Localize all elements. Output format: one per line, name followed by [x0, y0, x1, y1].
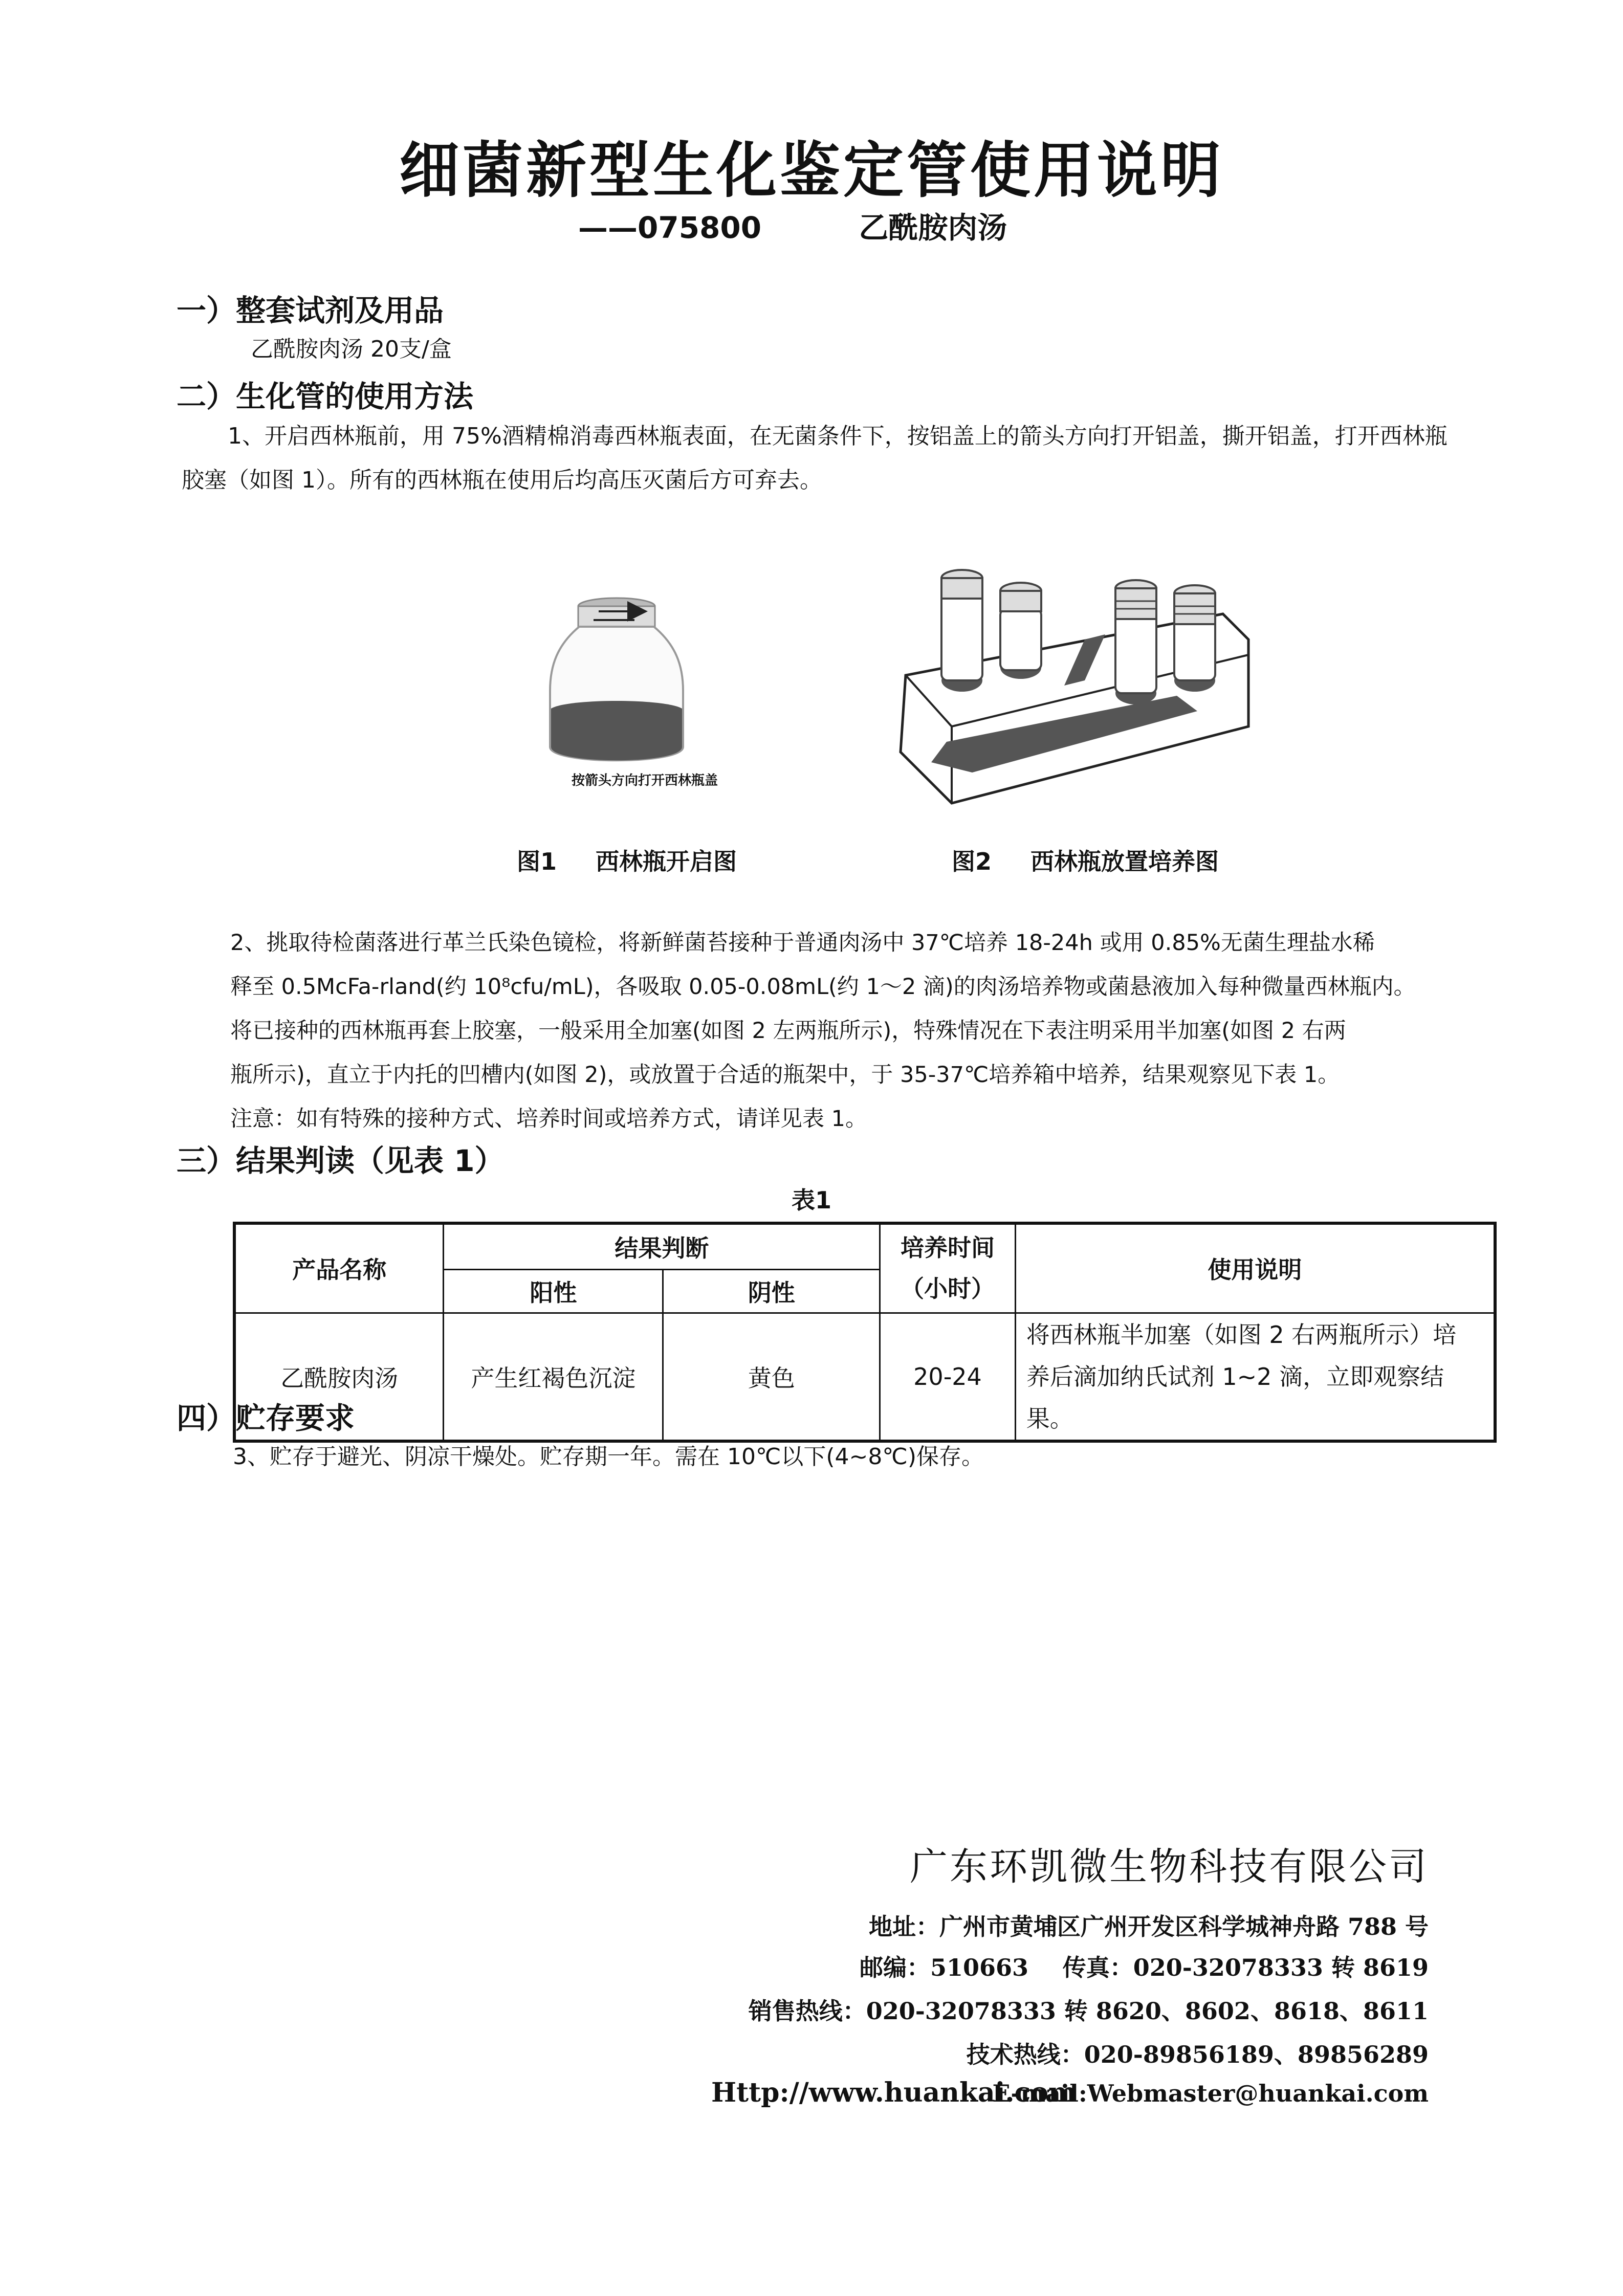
company-name: 广东环凯微生物科技有限公司 — [910, 1845, 1429, 1889]
section3-heading: 三）结果判读（见表 1） — [177, 1143, 505, 1178]
figure2-caption — [952, 843, 1219, 877]
header-usage: 使用说明 — [1015, 1223, 1495, 1313]
results-table — [233, 1222, 1497, 1443]
figure1-bottle-illustration — [537, 563, 752, 798]
section1-heading: 一）整套试剂及用品 — [177, 293, 444, 328]
header-positive: 阳性 — [444, 1269, 663, 1313]
company-email[interactable]: E-mail:Webmaster@huankai.com — [992, 2080, 1429, 2107]
step2-line: 2、挑取待检菌落进行革兰氏染色镜检，将新鲜菌苔接种于普通肉汤中 37℃培养 18-24h 或用 0.85%无菌生理盐水稀 — [230, 930, 1375, 956]
usage-line1: 将西林瓶半加塞（如图 2 右两瓶所示）培 — [1026, 1320, 1457, 1349]
figure1-caption-text: 西林瓶开启图 — [596, 848, 737, 875]
step2-text — [230, 921, 1416, 1141]
section1-content: 乙酰胺肉汤 20支/盒 — [251, 336, 452, 362]
cell-usage — [1015, 1313, 1495, 1441]
company-address: 地址：广州市黄埔区广州开发区科学城神舟路 788 号 — [868, 1913, 1429, 1940]
header-result: 结果判断 — [444, 1223, 880, 1269]
product-name: 乙酰胺肉汤 — [859, 210, 1007, 245]
document-title: 细菌新型生化鉴定管使用说明 — [399, 135, 1224, 206]
sales-hotline: 销售热线：020-32078333 转 8620、8602、8618、8611 — [748, 1997, 1429, 2025]
step2-line: 瓶所示)，直立于内托的凹槽内(如图 2)，或放置于合适的瓶架中，于 35-37℃培养箱中培养，结果观察见下表 1。 — [230, 1062, 1340, 1088]
header-time-line2: （小时） — [901, 1275, 995, 1303]
step1-text: 1、开启西林瓶前，用 75%酒精棉消毒西林瓶表面，在无菌条件下，按铝盖上的箭头方向打开铝盖，撕开铝盖，打开西林瓶胶塞（如图 1）。所有的西林瓶在使用后均高压灭菌后方可弃去。 — [182, 423, 1447, 493]
section4-content: 3、贮存于避光、阴凉干燥处。贮存期一年。需在 10℃以下(4~8℃)保存。 — [233, 1444, 984, 1470]
usage-line2: 养后滴加纳氏试剂 1~2 滴，立即观察结果。 — [1026, 1362, 1444, 1432]
company-fax: 传真：020-32078333 转 8619 — [1062, 1954, 1429, 1981]
company-postcode: 邮编：510663 — [860, 1954, 1029, 1981]
cell-product: 乙酰胺肉汤 — [234, 1313, 444, 1441]
company-website[interactable]: Http://www.huankai.com — [711, 2077, 1077, 2108]
figure2-number: 图2 — [952, 848, 992, 875]
header-time-line1: 培养时间 — [901, 1234, 995, 1262]
figure1-caption — [517, 843, 737, 877]
header-negative: 阴性 — [663, 1269, 880, 1313]
step2-line: 注意：如有特殊的接种方式、培养时间或培养方式，请详见表 1。 — [230, 1106, 868, 1132]
step2-line: 释至 0.5McFa-rland(约 10⁸cfu/mL)，各吸取 0.05-0.08mL(约 1～2 滴)的肉汤培养物或菌悬液加入每种微量西林瓶内。 — [230, 974, 1416, 1000]
table-title: 表1 — [791, 1186, 831, 1214]
figure2-rack-illustration — [890, 558, 1259, 824]
document-subtitle — [578, 204, 1007, 247]
section4-heading: 四）贮存要求 — [177, 1401, 355, 1436]
header-time — [880, 1223, 1016, 1313]
section2-heading: 二）生化管的使用方法 — [177, 379, 474, 414]
cell-time: 20-24 — [880, 1313, 1016, 1441]
figure1-inner-label: 按箭头方向打开西林瓶盖 — [571, 773, 718, 788]
header-product: 产品名称 — [234, 1223, 444, 1313]
tech-hotline: 技术热线：020-89856189、89856289 — [966, 2041, 1429, 2068]
figure2-caption-text: 西林瓶放置培养图 — [1030, 848, 1219, 875]
cell-positive: 产生红褐色沉淀 — [444, 1313, 663, 1441]
cell-negative: 黄色 — [663, 1313, 880, 1441]
step2-line: 将已接种的西林瓶再套上胶塞，一般采用全加塞(如图 2 左两瓶所示)，特殊情况在下表注明采用半加塞(如图 2 右两 — [230, 1018, 1346, 1044]
figure1-number: 图1 — [517, 848, 557, 875]
table-row — [234, 1313, 1495, 1441]
product-code: ——075800 — [578, 210, 762, 245]
